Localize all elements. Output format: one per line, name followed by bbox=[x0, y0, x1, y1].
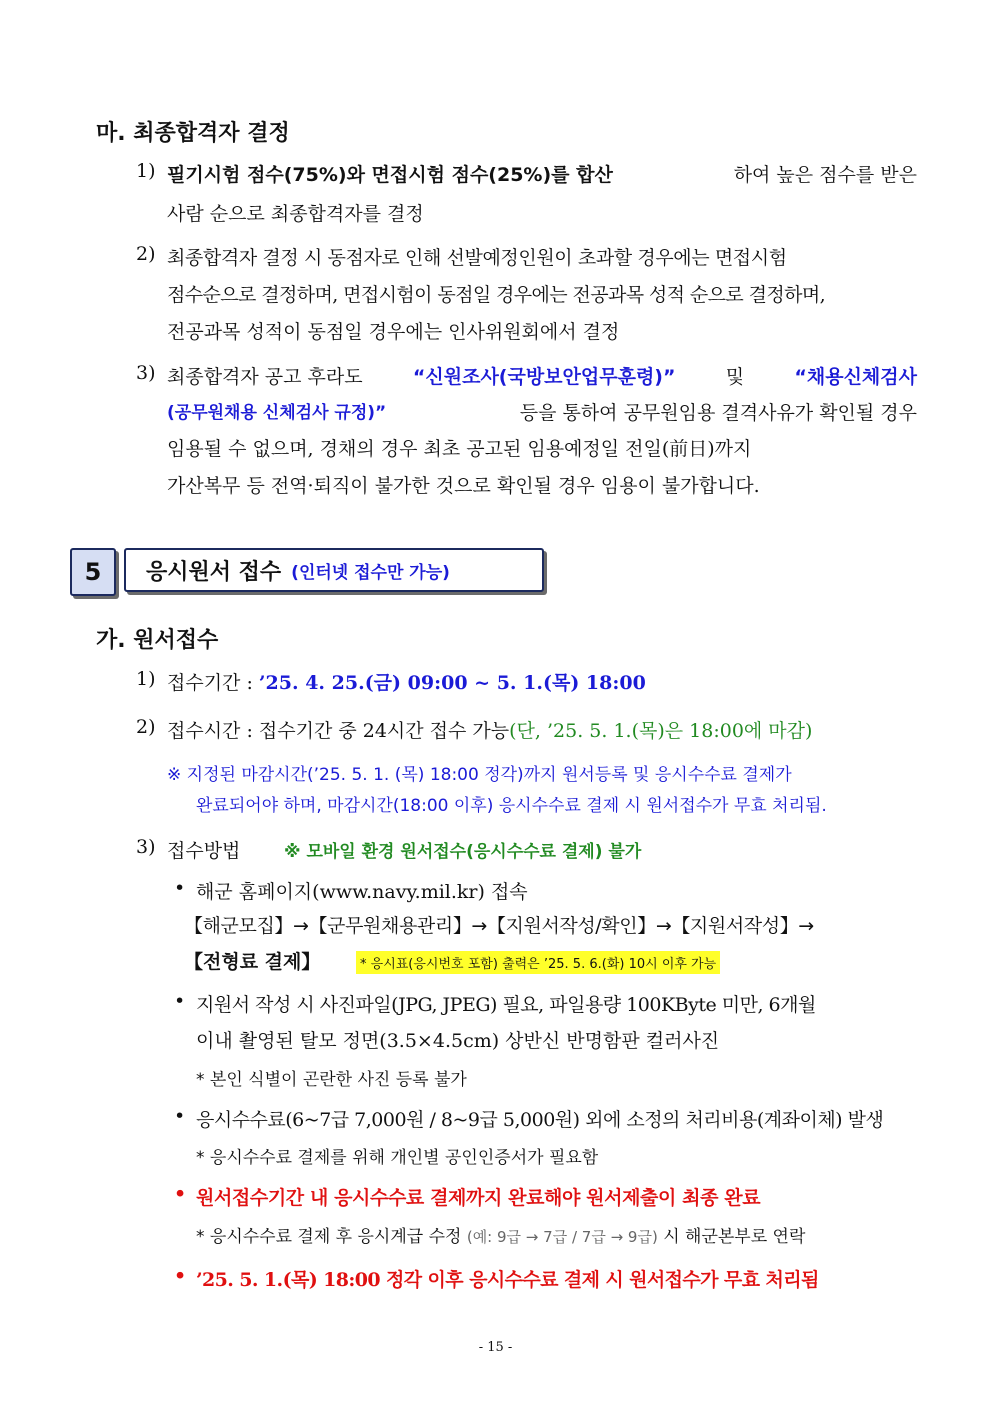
bullet: • bbox=[174, 1265, 187, 1287]
paragraph-line: 지원서 작성 시 사진파일(JPG, JPEG) 필요, 파일용량 100KByte 미만, 6개월 bbox=[196, 994, 816, 1016]
paragraph-line: 최종합격자 결정 시 동점자로 인해 선발예정인원이 초과할 경우에는 면접시험 bbox=[167, 247, 787, 269]
note-line bbox=[196, 1222, 805, 1247]
note-line: ※ 지정된 마감시간(’25. 5. 1. (목) 18:00 정각)까지 원서등록 및 응시수수료 결제가 bbox=[167, 765, 792, 785]
grey-text: (예: 9급 → 7급 / 7급 → 9급) bbox=[466, 1228, 658, 1246]
note-line: * 응시수수료 결제를 위해 개인별 공인인증서가 필요함 bbox=[196, 1148, 599, 1168]
section-heading-final-selection: 마. 최종합격자 결정 bbox=[96, 121, 290, 146]
paragraph-line: 전공과목 성적이 동점일 경우에는 인사위원회에서 결정 bbox=[167, 321, 620, 343]
section-heading-application: 가. 원서접수 bbox=[96, 628, 219, 653]
text: 하여 높은 점수를 받은 bbox=[733, 164, 917, 186]
paragraph-line bbox=[167, 160, 917, 187]
paragraph-line: 임용될 수 없으며, 경채의 경우 최초 공고된 임용예정일 전일(前日)까지 bbox=[167, 438, 752, 460]
item-number: 1) bbox=[136, 160, 156, 182]
warning-line: 원서접수기간 내 응시수수료 결제까지 완료해야 원서제출이 최종 완료 bbox=[196, 1187, 761, 1209]
paragraph-line bbox=[167, 398, 917, 425]
item-number: 2) bbox=[136, 716, 156, 738]
item-number: 1) bbox=[136, 668, 156, 690]
text: 시 해군본부로 연락 bbox=[663, 1227, 806, 1247]
paragraph-line: 이내 촬영된 탈모 정면(3.5×4.5cm) 상반신 반명함판 컬러사진 bbox=[196, 1030, 720, 1052]
paragraph-line bbox=[167, 668, 646, 695]
label: 접수시간 : 접수기간 중 24시간 접수 가능 bbox=[167, 720, 510, 742]
bullet: • bbox=[174, 877, 186, 899]
text: * 응시수수료 결제 후 응시계급 수정 bbox=[196, 1227, 462, 1247]
item-number: 3) bbox=[136, 836, 156, 858]
paragraph-line: 가산복무 등 전역·퇴직이 불가한 것으로 확인될 경우 임용이 불가합니다. bbox=[167, 475, 760, 497]
bullet: • bbox=[174, 1183, 187, 1205]
item-number: 2) bbox=[136, 243, 156, 265]
highlight-note: * 응시표(응시번호 포함) 출력은 ’25. 5. 6.(화) 10시 이후 가능 bbox=[356, 951, 720, 974]
text: 최종합격자 공고 후라도 bbox=[167, 366, 363, 388]
item-number: 3) bbox=[136, 362, 156, 384]
bold-text: 필기시험 점수(75%)와 면접시험 점수(25%)를 합산 bbox=[167, 164, 613, 186]
paragraph-line: 접수방법 bbox=[167, 840, 241, 862]
section-title-box bbox=[124, 548, 544, 592]
text: 및 bbox=[725, 366, 745, 388]
green-text: (단, ’25. 5. 1.(목)은 18:00에 마감) bbox=[509, 720, 813, 742]
note-line: * 본인 식별이 곤란한 사진 등록 불가 bbox=[196, 1070, 467, 1090]
menu-path: 【해군모집】→【군무원채용관리】→【지원서작성/확인】→【지원서작성】→ bbox=[184, 915, 814, 937]
paragraph-line bbox=[167, 362, 917, 389]
menu-path-bold: 【전형료 결제】 bbox=[184, 951, 321, 973]
blue-bold-text: (공무원채용 신체검사 규정)” bbox=[167, 403, 387, 423]
text: 등을 통하여 공무원임용 결격사유가 확인될 경우 bbox=[519, 402, 917, 424]
blue-bold-text: “신원조사(국방보안업무훈령)” bbox=[412, 366, 676, 388]
section-number-badge: 5 bbox=[70, 548, 116, 596]
blue-bold-text: “채용신체검사 bbox=[794, 366, 917, 388]
label: 접수기간 : bbox=[167, 672, 253, 694]
green-note: ※ 모바일 환경 원서접수(응시수수료 결제) 불가 bbox=[284, 842, 642, 862]
paragraph-line: 사람 순으로 최종합격자를 결정 bbox=[167, 203, 424, 225]
bullet: • bbox=[174, 1105, 186, 1127]
paragraph-line bbox=[167, 716, 812, 743]
warning-line: ’25. 5. 1.(목) 18:00 정각 이후 응시수수료 결제 시 원서접수가 무효 처리됨 bbox=[196, 1269, 819, 1291]
paragraph-line: 응시수수료(6~7급 7,000원 / 8~9급 5,000원) 외에 소정의 처리비용(계좌이체) 발생 bbox=[196, 1109, 884, 1131]
period-value: ’25. 4. 25.(금) 09:00 ~ 5. 1.(목) 18:00 bbox=[258, 672, 646, 694]
page-number: - 15 - bbox=[478, 1340, 513, 1355]
note-line: 완료되어야 하며, 마감시간(18:00 이후) 응시수수료 결제 시 원서접수가 무효 처리됨. bbox=[196, 796, 827, 816]
bullet: • bbox=[174, 990, 186, 1012]
paragraph-line: 점수순으로 결정하며, 면접시험이 동점일 경우에는 전공과목 성적 순으로 결정하며, bbox=[167, 284, 826, 306]
section-title: 응시원서 접수 bbox=[146, 559, 282, 585]
paragraph-line: 해군 홈페이지(www.navy.mil.kr) 접속 bbox=[196, 881, 528, 903]
section-subtitle: (인터넷 접수만 가능) bbox=[291, 562, 450, 583]
